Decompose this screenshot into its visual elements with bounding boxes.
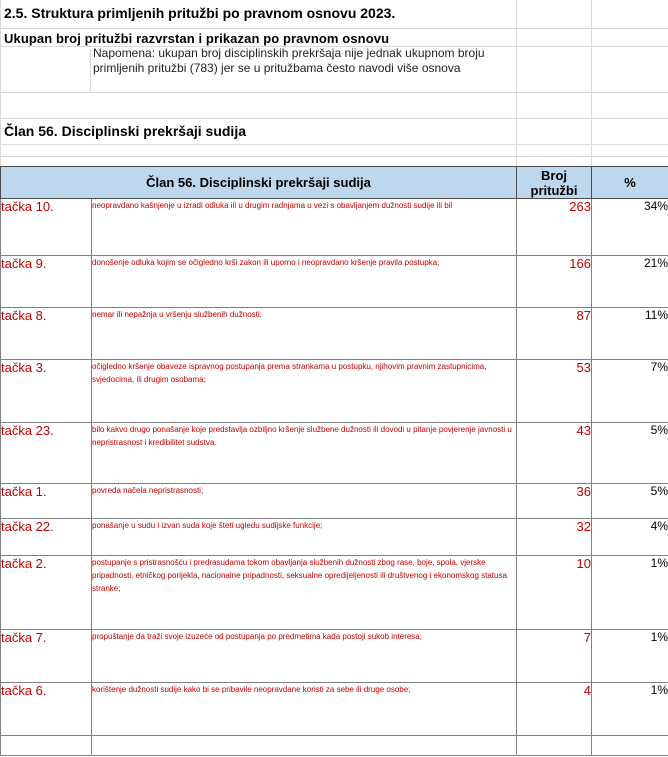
header-count xyxy=(517,167,592,199)
row-description: ponašanje u sudu i izvan suda koje šteti ugledu sudijske funkcije; xyxy=(92,519,517,556)
complaints-table xyxy=(0,166,668,756)
row-percent: 1% xyxy=(592,630,668,683)
report-subheading: Ukupan broj pritužbi razvrstan i prikazan po pravnom osnovu xyxy=(4,31,390,46)
row-count: 10 xyxy=(517,556,592,630)
row-description: povreda načela nepristrasnosti; xyxy=(92,484,517,519)
gridline xyxy=(516,0,517,166)
row-count: 36 xyxy=(517,484,592,519)
header-percent: % xyxy=(592,167,668,199)
row-tacka: tačka 1. xyxy=(1,484,92,519)
table-row xyxy=(1,736,668,756)
row-count: 87 xyxy=(517,308,592,360)
table-row xyxy=(1,308,668,360)
section-title: Član 56. Disciplinski prekršaji sudija xyxy=(4,123,246,139)
row-percent: 5% xyxy=(592,423,668,484)
gridline xyxy=(0,156,668,157)
row-tacka: tačka 9. xyxy=(1,256,92,308)
report-heading: 2.5. Struktura primljenih pritužbi po pravnom osnovu 2023. xyxy=(4,5,396,21)
header-title: Član 56. Disciplinski prekršaji sudija xyxy=(1,167,517,199)
gridline xyxy=(0,118,668,119)
note-text: Napomena: ukupan broj disciplinskih prekršaja nije jednak ukupnom broju primljenih pritužbi (783) jer se u pritužbama često navodi više osnova xyxy=(93,46,485,75)
row-percent: 4% xyxy=(592,519,668,556)
empty-cell xyxy=(592,736,668,756)
gridline xyxy=(0,28,668,29)
row-description: nemar ili nepažnja u vršenju službenih dužnosti; xyxy=(92,308,517,360)
row-tacka: tačka 22. xyxy=(1,519,92,556)
row-count: 7 xyxy=(517,630,592,683)
row-percent: 11% xyxy=(592,308,668,360)
row-count: 4 xyxy=(517,683,592,736)
table-row xyxy=(1,360,668,423)
row-description: neopravdano kašnjenje u izradi odluka ili u drugim radnjama u vezi s obavljanjem dužnosti sudije ili bil xyxy=(92,199,517,256)
table-row xyxy=(1,556,668,630)
table-row xyxy=(1,199,668,256)
table-row xyxy=(1,630,668,683)
gridline xyxy=(591,0,592,166)
empty-cell xyxy=(92,736,517,756)
empty-cell xyxy=(1,736,92,756)
row-count: 263 xyxy=(517,199,592,256)
gridline xyxy=(0,92,668,93)
row-tacka: tačka 8. xyxy=(1,308,92,360)
table-row xyxy=(1,484,668,519)
row-percent: 34% xyxy=(592,199,668,256)
row-percent: 7% xyxy=(592,360,668,423)
header-count-line2: pritužbi xyxy=(530,182,578,198)
table-header-row xyxy=(1,167,668,199)
row-percent: 1% xyxy=(592,556,668,630)
gridline xyxy=(0,144,668,145)
header-count-line1: Broj xyxy=(541,167,567,183)
table-row xyxy=(1,683,668,736)
row-tacka: tačka 23. xyxy=(1,423,92,484)
row-description: bilo kakvo drugo ponašanje koje predstavlja ozbiljno kršenje službene dužnosti ili dovodi u pitanje povjerenje javnosti u nepristrasnost i kredibilitet sudstva. xyxy=(92,423,517,484)
row-count: 43 xyxy=(517,423,592,484)
row-count: 53 xyxy=(517,360,592,423)
row-description: propuštanje da traži svoje izuzeće od postupanja po predmetima kada postoji sukob interesa; xyxy=(92,630,517,683)
row-percent: 5% xyxy=(592,484,668,519)
row-percent: 21% xyxy=(592,256,668,308)
row-description: korištenje dužnosti sudije kako bi se pribavile neopravdane koristi za sebe ili druge osobe; xyxy=(92,683,517,736)
gridline xyxy=(90,46,91,92)
row-tacka: tačka 7. xyxy=(1,630,92,683)
row-tacka: tačka 3. xyxy=(1,360,92,423)
row-description: očigledno kršenje obaveze ispravnog postupanja prema strankama u postupku, njihovim pravnim zastupnicima, svjedocima, ili drugim osobama; xyxy=(92,360,517,423)
table-row xyxy=(1,256,668,308)
row-count: 32 xyxy=(517,519,592,556)
gridline xyxy=(0,0,1,166)
row-tacka: tačka 10. xyxy=(1,199,92,256)
row-description: postupanje s pristrasnošću i predrasudama tokom obavljanja službenih dužnosti zbog rase, boje, spola, vjerske pripadnosti, etničkog porijekla, nacionalne pripadnosti, seksualne opredijeljenosti ili društvenog i ekonomskog statusa stranke; xyxy=(92,556,517,630)
table-row xyxy=(1,423,668,484)
row-description: donošenje odluka kojim se očigledno krši zakon ili uporno i neopravdano kršenje pravila postupka; xyxy=(92,256,517,308)
row-percent: 1% xyxy=(592,683,668,736)
row-count: 166 xyxy=(517,256,592,308)
row-tacka: tačka 6. xyxy=(1,683,92,736)
row-tacka: tačka 2. xyxy=(1,556,92,630)
table-row xyxy=(1,519,668,556)
empty-cell xyxy=(517,736,592,756)
